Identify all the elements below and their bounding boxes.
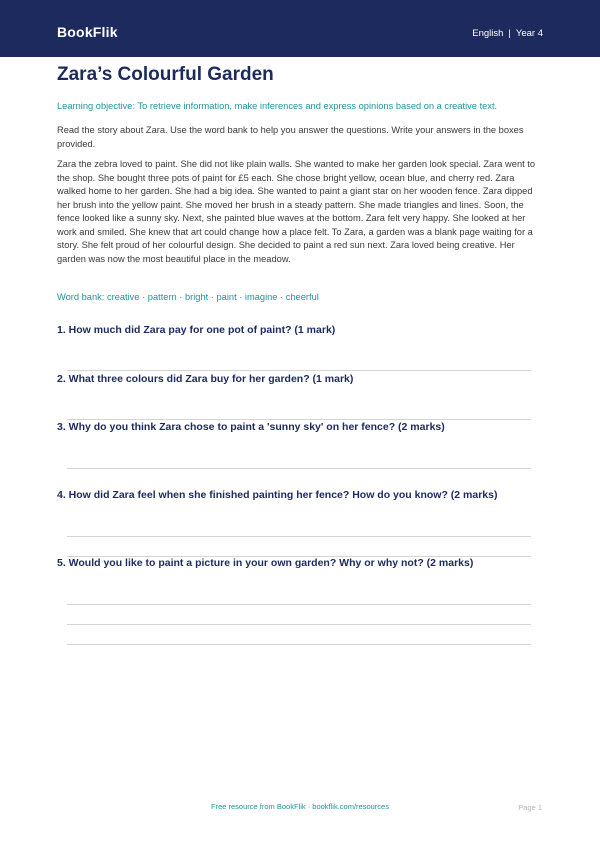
word-bank: Word bank: creative · pattern · bright · paint · imagine · cheerful (57, 292, 319, 302)
answer-line[interactable] (67, 624, 531, 625)
question-2: 2. What three colours did Zara buy for her garden? (1 mark) (57, 373, 354, 385)
learning-objective: Learning objective: To retrieve information, make inferences and express opinions based on a creative text. (57, 101, 498, 111)
story-text: Zara the zebra loved to paint. She did not like plain walls. She wanted to make her garden look special. Zara went to the shop. She bought three pots of paint for £5 each. She chose bright yellow, ocean blue, and cherry red. Zara walked home to her garden. She had a big idea. She wanted to paint a giant star on her wooden fence. Zara dipped her brush into the yellow paint. She moved her brush in a steady pattern. She made triangles and lines. Soon, the fence looked like a sunny sky. Next, she painted blue waves at the bottom. Zara felt very happy. She looked at her work and smiled. She knew that art could change how a place felt. To Zara, a garden was a blank page waiting for a story. She felt proud of her colourful design. She decided to paint a red sun next. Zara loved being creative. Her garden was now the most beautiful place in the meadow. (57, 159, 536, 264)
brand-logo: BookFlik (57, 24, 118, 40)
subject-year-label (472, 28, 543, 39)
subject-label: English (472, 28, 504, 39)
separator: | (508, 28, 511, 39)
answer-line[interactable] (67, 468, 531, 469)
answer-line[interactable] (67, 644, 531, 645)
page-title: Zara’s Colourful Garden (57, 64, 274, 85)
answer-line[interactable] (67, 370, 531, 371)
question-5: 5. Would you like to paint a picture in your own garden? Why or why not? (2 marks) (57, 557, 474, 569)
answer-line[interactable] (67, 419, 531, 420)
question-1: 1. How much did Zara pay for one pot of paint? (1 mark) (57, 324, 336, 336)
question-4: 4. How did Zara feel when she finished painting her fence? How do you know? (2 marks) (57, 489, 498, 501)
header-bar (0, 0, 600, 57)
footer-link[interactable]: Free resource from BookFlik · bookflik.com/resources (211, 802, 389, 811)
question-3: 3. Why do you think Zara chose to paint a 'sunny sky' on her fence? (2 marks) (57, 421, 445, 433)
year-label: Year 4 (515, 28, 543, 39)
instructions-text: Read the story about Zara. Use the word bank to help you answer the questions. Write your answers in the boxes provided. (57, 125, 524, 149)
answer-line[interactable] (67, 604, 531, 605)
page-number: Page 1 (518, 803, 542, 812)
answer-line[interactable] (67, 536, 531, 537)
